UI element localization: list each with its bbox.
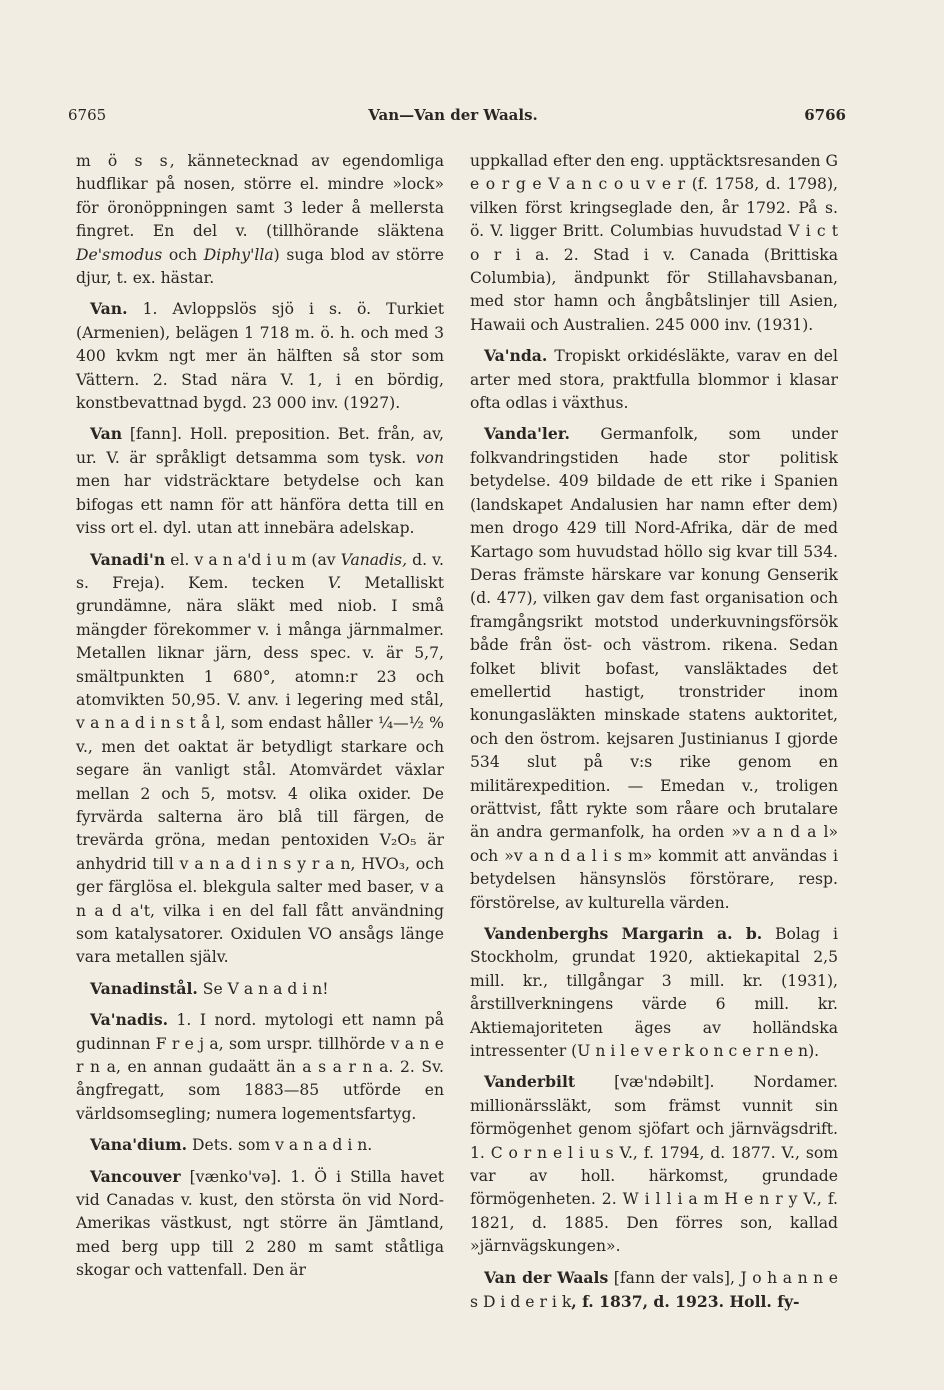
entry-text: » kommit att användas i betydelsen hänsynslös förstörare, resp. förstörelse, av kulturella värden. [470,846,838,912]
right-page-number: 6766 [804,106,846,124]
left-page-number: 6765 [68,106,107,124]
headword: Vancouver [90,1166,181,1186]
entry-text: (av [306,550,341,569]
spaced-term: G e o r g e V a n c o u v e r [470,152,838,194]
italic-term: Vanadis, [340,550,408,569]
entry-vanadinstal [76,977,444,1001]
headword: Vanadi'n [90,549,166,569]
left-column [76,150,444,1290]
entry-continuation [76,150,444,290]
entry-text: V., f. 1794, d. 1877. V., som var av holl. härkomst, grundade förmögenheten. 2. [470,1143,838,1209]
spaced-term: V i c t o r i a [470,222,838,264]
entry-text: , f. 1837, d. 1923. Holl. fy- [571,1292,800,1312]
chem-symbol: V. [327,573,342,592]
entry-text: Tropiskt orkidésläkte, varav en del arter med stora, praktfulla blommor i klasar ofta odlas i växthus. [470,347,838,413]
entry-vandaler [470,422,838,915]
entry-vanderbilt [470,1070,838,1258]
entry-text: , som endast håller ¼—½ % v., men det oaktat är betydligt starkare och segare än vanligt stål. Atomvärdet växlar mellan 2 och 5, motsv. 4 olika oxider. De fyrvärda salterna äro blå till färgen, de trevärda gröna, medan pentoxiden V₂O₅ är anhydrid till [76,714,444,873]
entry-text: men har vidsträcktare betydelse och kan bifogas ett namn för att hänföra detta till en viss ort el. dyl. utan att innebära adelskap. [76,472,444,538]
spaced-term: a s a r n a [302,1058,389,1077]
headword: Van [90,424,123,444]
entry-van-2 [76,422,444,540]
entry-text: Dets. som [187,1136,276,1155]
page-header [60,106,846,128]
spaced-term: v a n d a l i s m [513,846,643,865]
entry-text: [fann der vals], [608,1268,741,1287]
entry-text: Germanfolk, som under folkvandringstiden hade stor politisk betydelse. 409 bildade de ett rike i Spanien (landskapet Andalusien har namn efter dem) men drogo 429 till Nord-Afrika, där de med Kartago som huvudstad höllo sig kvar till 534. Deras främste härskare var konung Genserik (d. 477), vilken gav dem fast organisation och framgångsrikt motstod underkuvningsförsök både från öst- och västrom. rikena. Sedan folket blivit bofast, vansläktades det emellertid hastigt, tronstrider inom konungasläkten minskade statens auktoritet, och den östrom. kejsaren Justinianus I gjorde 534 slut på v:s rike genom en militärexpedition. — Emedan v., troligen orättvist, fått rykte som råare och brutalare än andra germanfolk, ha orden » [470,425,838,842]
running-title: Van—Van der Waals. [368,106,538,124]
entry-vandenberghs [470,922,838,1063]
spaced-term: C o r n e l i u s [490,1143,614,1162]
entry-text: d. v. s. Freja). Kem. tecken [76,550,444,592]
headword: Vanda'ler. [484,424,570,444]
entry-text: (f. 1758, d. 1798), vilken först kringseglade den, år 1792. På s. ö. V. ligger Britt. Columbias huvudstad [470,175,838,241]
entry-text: , kännetecknad av egendomliga hudflikar på nosen, större el. mindre »lock» för öronöppningen samt 3 leder å mellersta fingret. En del v. (tillhörande släktena [76,152,444,241]
entry-text: . 2. Sv. ångfregatt, som 1883—85 utförde en världsomsegling; numera logementsfartyg. [76,1058,444,1123]
entry-vanadium [76,1133,444,1157]
entry-text: [vænko'və]. 1. Ö i Stilla havet vid Canadas v. kust, den största ön vid Nord-Amerikas västkust, ngt större än Jämtland, med berg upp till 2 280 m samt ståtliga skogar och vattenfall. Den är [76,1167,444,1280]
spaced-term: W i l l i a m H e n r y [622,1190,798,1209]
headword: Van. [90,299,128,319]
headword: Vanderbilt [484,1072,576,1092]
entry-text: V., f. 1821, d. 1885. Den förres son, kallad »järnvägskungen». [470,1190,838,1256]
entry-text: » och » [470,823,838,865]
spaced-term: v a n d a l [740,823,829,842]
entry-vanda [470,344,838,415]
entry-vanadin [76,548,444,970]
spaced-term: v a n e r n a [76,1034,444,1077]
entry-text: , HVO₃, och ger färglösa el. blekgula salter med baser, [76,854,444,897]
spaced-term: v a n a d a't [76,878,444,920]
headword: Va'nadis. [90,1010,169,1030]
spaced-term: F r e j a [155,1034,219,1053]
entry-text: , vilka i en del fall fått användning som katalysatorer. Oxidulen VO ansågs länge vara metallen själv. [76,901,445,967]
spaced-term: U n i l e v e r k o n c e r n e n [577,1042,809,1061]
headword: Van der Waals [484,1267,609,1287]
spaced-term: v a n a'd i u m [194,550,307,569]
right-column [470,150,838,1322]
entry-text: el. [165,550,195,569]
entry-text: Metalliskt grundämne, nära släkt med niob. I små mängder förekommer v. i många järnmalmer. Metallen liknar järn, dess spec. v. är 5,7, smältpunkten 1 680°, atomn:r 23 och atomvikten 50,95. V. anv. i legering med stål, [76,573,444,709]
entry-vancouver [76,1165,444,1283]
entry-text: [fann]. Holl. preposition. Bet. från, av, ur. V. är språkligt detsamma som tysk. [76,425,444,467]
headword: Va'nda. [484,346,548,366]
headword: Vanadinstål. [90,978,198,998]
entry-van-der-waals [470,1266,838,1315]
headword: Vana'dium. [90,1135,188,1155]
entry-text: uppkallad efter den eng. upptäcktsresanden [470,152,826,170]
spaced-term: v a n a d i n s t å l [76,714,221,733]
entry-text: Bolag i Stockholm, grundat 1920, aktiekapital 2,5 mill. kr., tillgångar 3 mill. kr. (1931), årstillverkningens värde 6 mill. kr. Aktiemajoriteten äges av holländska intressenter ( [470,925,838,1061]
entry-text: och [162,245,204,264]
spaced-term: v a n a d i n s y r a n [179,854,351,873]
entry-text: . 2. Stad i v. Canada (Brittiska Columbia), ändpunkt för Stillahavsbanan, med stor hamn och ångbåtslinjer till Asien, Hawaii och Australien. 245 000 inv. (1931). [470,245,839,334]
entry-text: , som urspr. tillhörde [218,1034,391,1053]
genus-name: De'smodus [76,245,163,264]
foreign-word: von [415,448,444,467]
entry-text: 1. I nord. mytologi ett namn på gudinnan [76,1011,444,1053]
entry-vanadis [76,1008,444,1126]
entry-van-1 [76,297,444,415]
genus-name: Diphy'lla [203,245,274,264]
entry-text: , en annan gudaätt än [115,1058,303,1077]
cross-reference: V a n a d i n! [227,979,329,998]
entry-text: [væ'ndəbilt]. Nordamer. millionärssläkt, som främst vunnit sin förmögenhet genom sjöfart och järnvägsdrift. 1. [470,1073,838,1162]
entry-text: 1. Avloppslös sjö i s. ö. Turkiet (Armenien), belägen 1 718 m. ö. h. och med 3 400 kvkm ngt mer än hälften så stor som Vättern. 2. Stad nära V. 1, i en bördig, konstbevattnad bygd. 23 000 inv. (1927). [76,300,444,413]
headword: Vandenberghs Margarin a. b. [484,924,763,943]
entry-continuation [470,150,838,337]
cross-reference: v a n a d i n. [275,1136,373,1155]
entry-text: ). [808,1042,820,1061]
entry-text: ) suga blod av större djur, t. ex. hästar. [76,245,444,288]
term: m ö s s [76,152,170,170]
spaced-term: J o h a n n e s D i d e r i k [470,1268,838,1312]
entry-text: Se [197,979,228,998]
